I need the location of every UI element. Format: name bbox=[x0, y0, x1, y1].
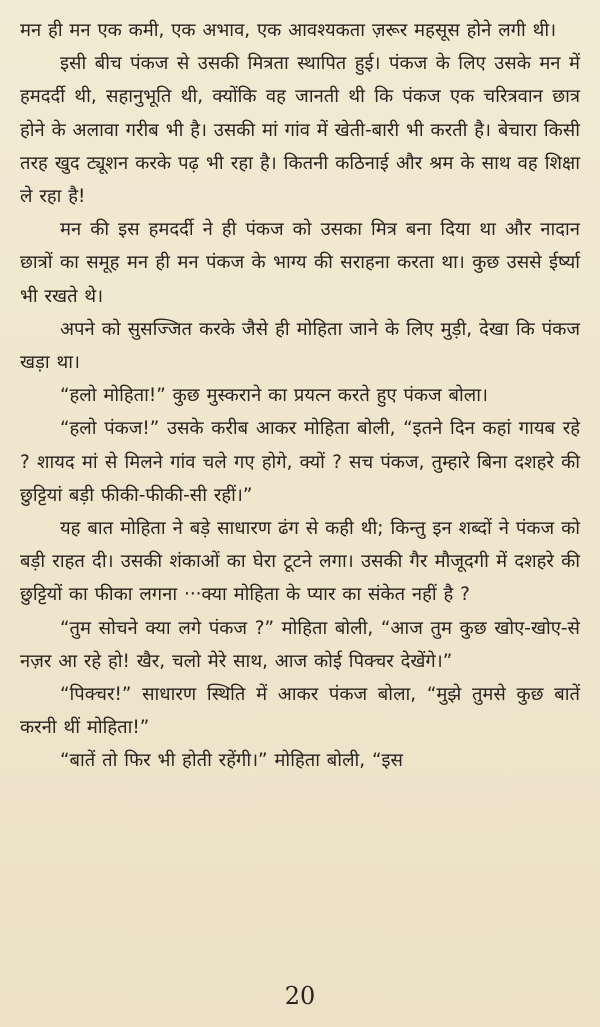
body-text bbox=[20, 14, 580, 778]
paragraph: “तुम सोचने क्या लगे पंकज ?” मोहिता बोली, “आज तुम कुछ खोए-खोए-से नज़र आ रहे हो! खैर, चलो मेरे साथ, आज कोई पिक्चर देखेंगे।” bbox=[20, 617, 580, 672]
paragraph: मन ही मन एक कमी, एक अभाव, एक आवश्यकता ज़रूर महसूस होने लगी थी। bbox=[20, 20, 557, 41]
paragraph: “हलो मोहिता!” कुछ मुस्कराने का प्रयत्न करते हुए पंकज बोला। bbox=[60, 385, 488, 407]
paragraph: “हलो पंकज!” उसके करीब आकर मोहिता बोली, “इतने दिन कहां गायब रहे ? शायद मां से मिलने गांव चले गए होगे, क्यों ? सच पंकज, तुम्हारे बिना दशहरे की छुट्टियां बड़ी फीकी-फीकी-सी रहीं।” bbox=[20, 418, 580, 506]
paragraph: मन की इस हमदर्दी ने ही पंकज को उसका मित्र बना दिया था और नादान छात्रों का समूह मन ही मन पंकज के भाग्य की सराहना करता था। कुछ उससे ईर्ष्या भी रखते थे। bbox=[20, 219, 580, 307]
paragraph: अपने को सुसज्जित करके जैसे ही मोहिता जाने के लिए मुड़ी, देखा कि पंकज खड़ा था। bbox=[20, 318, 580, 374]
paragraph: “बातें तो फिर भी होती रहेंगी।” मोहिता बोली, “इस bbox=[60, 750, 403, 772]
paragraph: यह बात मोहिता ने बड़े साधारण ढंग से कही थी; किन्तु इन शब्दों ने पंकज को बड़ी राहत दी। उसकी शंकाओं का घेरा टूटने लगा। उसकी गैर मौजूदगी में दशहरे की छुट्टियों का फीका लगना ···क्या मोहिता के प्यार का संकेत नहीं है ? bbox=[20, 518, 580, 606]
page-number: 20 bbox=[284, 982, 316, 1010]
paragraph: इसी बीच पंकज से उसकी मित्रता स्थापित हुई। पंकज के लिए उसके मन में हमदर्दी थी, सहानुभूति थी, क्योंकि वह जानती थी कि पंकज एक चरित्रवान छात्र होने के अलावा गरीब भी है। उसकी मां गांव में खेती-बारी भी करती है। बेचारा किसी तरह खुद ट्यूशन करके पढ़ भी रहा है। कितनी कठिनाई और श्रम के साथ वह शिक्षा ले रहा है! bbox=[20, 53, 580, 208]
paragraph: “पिक्चर!” साधारण स्थिति में आकर पंकज बोला, “मुझे तुमसे कुछ बातें करनी थीं मोहिता!” bbox=[20, 684, 580, 739]
